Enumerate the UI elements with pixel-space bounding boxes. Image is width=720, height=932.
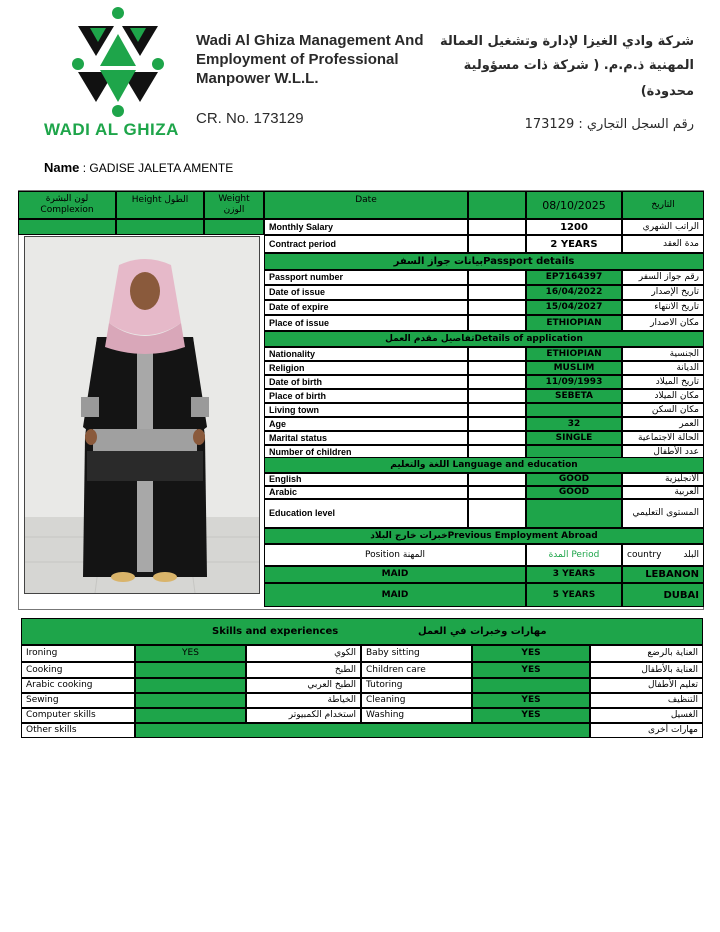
employment-country: DUBAI (622, 583, 704, 607)
skill-right-ar: التنظيف (590, 693, 703, 708)
passport-row-blank (468, 285, 526, 300)
skill-right-ar: الغسيل (590, 708, 703, 723)
contract-period-label: Contract period (264, 235, 468, 253)
skill-left-value (135, 678, 246, 693)
language-row-value: GOOD (526, 486, 622, 499)
company-name-en-line1: Wadi Al Ghiza Management And (196, 32, 424, 49)
contract-period-ar: مدة العقد (622, 235, 704, 253)
skill-right-value: YES (472, 693, 590, 708)
language-row-value (526, 499, 622, 528)
application-row-value: MUSLIM (526, 361, 622, 375)
skill-left-label: Computer skills (21, 708, 135, 723)
application-row-blank (468, 347, 526, 361)
language-row-value: GOOD (526, 473, 622, 486)
application-row-ar: مكان الميلاد (622, 389, 704, 403)
period-header: المدة Period (526, 544, 622, 566)
application-row-blank (468, 417, 526, 431)
language-row-ar: المستوى التعليمي (622, 499, 704, 528)
application-row-label: Religion (264, 361, 468, 375)
application-row-blank (468, 431, 526, 445)
application-row-ar: الحالة الاجتماعية (622, 431, 704, 445)
application-row-value: 11/09/1993 (526, 375, 622, 389)
skill-left-label: Sewing (21, 693, 135, 708)
complexion-header: لون البشرة Complexion (18, 191, 116, 219)
skill-left-label: Arabic cooking (21, 678, 135, 693)
language-row-ar: الانجليزية (622, 473, 704, 486)
band-height (116, 219, 204, 235)
date-ar: التاريخ (622, 191, 704, 219)
company-name-ar-line3: محدودة) (640, 84, 694, 99)
language-row-blank (468, 486, 526, 499)
skill-right-label: Washing (361, 708, 472, 723)
band-weight (204, 219, 264, 235)
application-row-value: 32 (526, 417, 622, 431)
language-row-blank (468, 473, 526, 486)
skill-left-value: YES (135, 645, 246, 662)
other-skills-value (135, 723, 590, 738)
passport-row-label: Date of expire (264, 300, 468, 315)
date-blank (468, 191, 526, 219)
employment-period: 5 YEARS (526, 583, 622, 607)
date-value: 08/10/2025 (526, 191, 622, 219)
candidate-name-value: : GADISE JALETA AMENTE (82, 161, 234, 175)
logo-text: WADI AL GHIZA (44, 120, 179, 139)
passport-row-label: Place of issue (264, 315, 468, 331)
country-header-en: country (627, 549, 662, 560)
company-logo (68, 4, 168, 118)
position-header: Position المهنة (264, 544, 526, 566)
application-row-ar: تاريخ الميلاد (622, 375, 704, 389)
application-row-ar: العمر (622, 417, 704, 431)
employment-period: 3 YEARS (526, 566, 622, 583)
candidate-photo (25, 237, 259, 593)
application-row-label: Date of birth (264, 375, 468, 389)
passport-row-ar: تاريخ الانتهاء (622, 300, 704, 315)
skill-left-label: Ironing (21, 645, 135, 662)
date-header: Date (264, 191, 468, 219)
other-skills-label: Other skills (21, 723, 135, 738)
skill-right-label: Cleaning (361, 693, 472, 708)
application-row-blank (468, 375, 526, 389)
passport-row-blank (468, 270, 526, 285)
employment-section-title: خبرات خارج البلادPrevious Employment Abroad (264, 528, 704, 544)
skill-left-ar: استخدام الكمبيوتر (246, 708, 361, 723)
passport-row-label: Passport number (264, 270, 468, 285)
skills-title-ar: مهارات وخبرات في العمل (418, 626, 547, 637)
passport-row-label: Date of issue (264, 285, 468, 300)
contract-period-blank (468, 235, 526, 253)
application-row-label: Age (264, 417, 468, 431)
company-name-en-line2: Employment of Professional (196, 51, 399, 68)
application-row-label: Number of children (264, 445, 468, 459)
application-row-ar: الجنسية (622, 347, 704, 361)
skills-title-en: Skills and experiences (212, 626, 339, 637)
application-row-value: SINGLE (526, 431, 622, 445)
skill-left-value (135, 708, 246, 723)
passport-row-value: 16/04/2022 (526, 285, 622, 300)
skill-right-label: Tutoring (361, 678, 472, 693)
language-row-label: Education level (264, 499, 468, 528)
skill-right-ar: العناية بالرضع (590, 645, 703, 662)
passport-row-blank (468, 300, 526, 315)
candidate-name-label: Name (44, 160, 80, 175)
band-complexion (18, 219, 116, 235)
cr-number: CR. No. 173129 (196, 110, 304, 127)
company-name-ar-line2: المهنية ذ.م.م. ( شركة ذات مسؤولية (463, 58, 694, 73)
candidate-name (44, 160, 233, 175)
passport-row-value: EP7164397 (526, 270, 622, 285)
skill-left-label: Cooking (21, 662, 135, 678)
language-section-title: اللغة والتعليم Language and education (264, 457, 704, 473)
height-header: Height الطول (116, 191, 204, 219)
passport-row-ar: رقم جواز السفر (622, 270, 704, 285)
application-row-value: SEBETA (526, 389, 622, 403)
passport-row-value: ETHIOPIAN (526, 315, 622, 331)
monthly-salary-value: 1200 (526, 219, 622, 235)
application-row-blank (468, 361, 526, 375)
skills-title (21, 618, 703, 645)
employment-country: LEBANON (622, 566, 704, 583)
skill-left-value (135, 662, 246, 678)
monthly-salary-label: Monthly Salary (264, 219, 468, 235)
photo-frame (24, 236, 260, 594)
skill-right-ar: العناية بالأطفال (590, 662, 703, 678)
skill-right-value: YES (472, 645, 590, 662)
passport-row-blank (468, 315, 526, 331)
passport-row-ar: مكان الاصدار (622, 315, 704, 331)
employment-position: MAID (264, 583, 526, 607)
application-row-ar: عدد الأطفال (622, 445, 704, 459)
application-row-blank (468, 403, 526, 417)
passport-row-ar: تاريخ الإصدار (622, 285, 704, 300)
company-name-en-line3: Manpower W.L.L. (196, 70, 319, 87)
language-row-ar: العربية (622, 486, 704, 499)
country-header-ar: البلد (683, 549, 699, 560)
cr-number-ar: رقم السجل التجاري : 173129 (524, 117, 694, 132)
weight-header: Weight الوزن (204, 191, 264, 219)
skill-left-ar: الكوي (246, 645, 361, 662)
skill-left-ar: الخياطة (246, 693, 361, 708)
skill-right-label: Baby sitting (361, 645, 472, 662)
skill-right-value (472, 678, 590, 693)
application-row-ar: مكان السكن (622, 403, 704, 417)
application-row-value (526, 403, 622, 417)
country-header (622, 544, 704, 566)
monthly-salary-ar: الراتب الشهري (622, 219, 704, 235)
application-row-label: Marital status (264, 431, 468, 445)
passport-section-title: بيانات جواز السفرPassport details (264, 253, 704, 270)
contract-period-value: 2 YEARS (526, 235, 622, 253)
passport-row-value: 15/04/2027 (526, 300, 622, 315)
language-row-blank (468, 499, 526, 528)
other-skills-ar: مهارات أخرى (590, 723, 703, 738)
language-row-label: English (264, 473, 468, 486)
application-row-label: Nationality (264, 347, 468, 361)
monthly-salary-blank (468, 219, 526, 235)
skill-right-ar: تعليم الأطفال (590, 678, 703, 693)
skill-right-value: YES (472, 708, 590, 723)
skill-left-ar: الطبخ العربي (246, 678, 361, 693)
application-row-value: ETHIOPIAN (526, 347, 622, 361)
skill-right-label: Children care (361, 662, 472, 678)
application-row-label: Living town (264, 403, 468, 417)
employment-position: MAID (264, 566, 526, 583)
application-section-title: تفاصيل مقدم العملDetails of application (264, 331, 704, 347)
application-row-ar: الديانة (622, 361, 704, 375)
application-row-blank (468, 389, 526, 403)
skill-left-ar: الطبخ (246, 662, 361, 678)
skill-left-value (135, 693, 246, 708)
language-row-label: Arabic (264, 486, 468, 499)
application-row-label: Place of birth (264, 389, 468, 403)
company-name-ar-line1: شركة وادي الغيزا لإدارة وتشغيل العمالة (439, 34, 694, 49)
skill-right-value: YES (472, 662, 590, 678)
